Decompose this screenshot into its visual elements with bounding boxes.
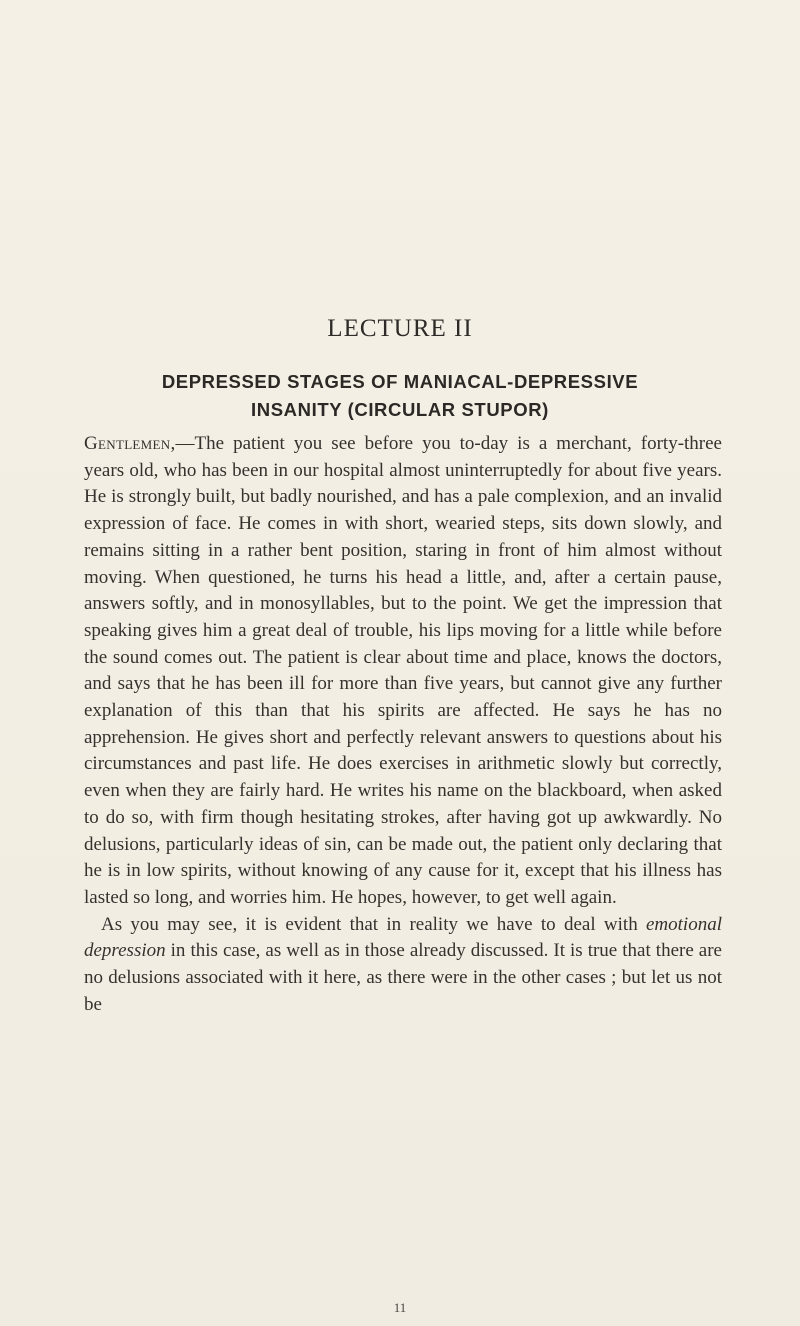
page-number: 11 [393,1300,407,1315]
paragraph-1-text: —The patient you see before you to-day is a merchant, forty-three years old, who has been in our hospital almost uninterruptedly for about five years. He is strongly built, but badly nourished, and has a pale complexion, and an invalid expression of face. He comes in with short, wearied steps, sits down slowly, and remains sitting in a rather bent position, staring in front of him almost without moving. When questioned, he turns his head a little, and, after a certain pause, answers softly, and in monosyllables, but to the point. We get the impression that speaking gives him a great deal of trouble, his lips moving for a little while before the sound comes out. The patient is clear about time and place, knows the doctors, and says that he has been ill for more than five years, but cannot give any further explanation of this than that his spirits are affected. He says he has no apprehension. He gives short and perfectly relevant answers to questions about his circumstances and past life. He does exercises in arithmetic slowly but correctly, even when they are fairly hard. He writes his name on the blackboard, when asked to do so, with firm though hesitating strokes, after having got up awkwardly. No delusions, particularly ideas of sin, can be made out, the patient only declaring that he is in low spirits, without knowing of any cause for it, except that his illness has lasted so long, and worries him. He hopes, however, to get well again. [84,433,722,908]
chapter-title-line-1: DEPRESSED STAGES OF MANIACAL-DEPRESSIVE [161,371,639,392]
emphasized-phrase: emotional depression [84,913,722,962]
paragraph-2 [84,912,722,1019]
salutation: Gentlemen, [84,433,176,454]
chapter-title-line-2: INSANITY (CIRCULAR STUPOR) [251,399,549,420]
body-text [84,431,722,1018]
paragraph-2-text-start: As you may see, it is evident that in reality we have to deal with [101,913,646,935]
paragraph-2-text-end: in this case, as well as in those already discussed. It is true that there are no delusions associated with it here, as there were in the other cases ; but let us not be [84,940,722,1015]
lecture-heading: LECTURE II [327,315,473,342]
paragraph-1 [84,431,722,912]
chapter-title [80,368,720,424]
